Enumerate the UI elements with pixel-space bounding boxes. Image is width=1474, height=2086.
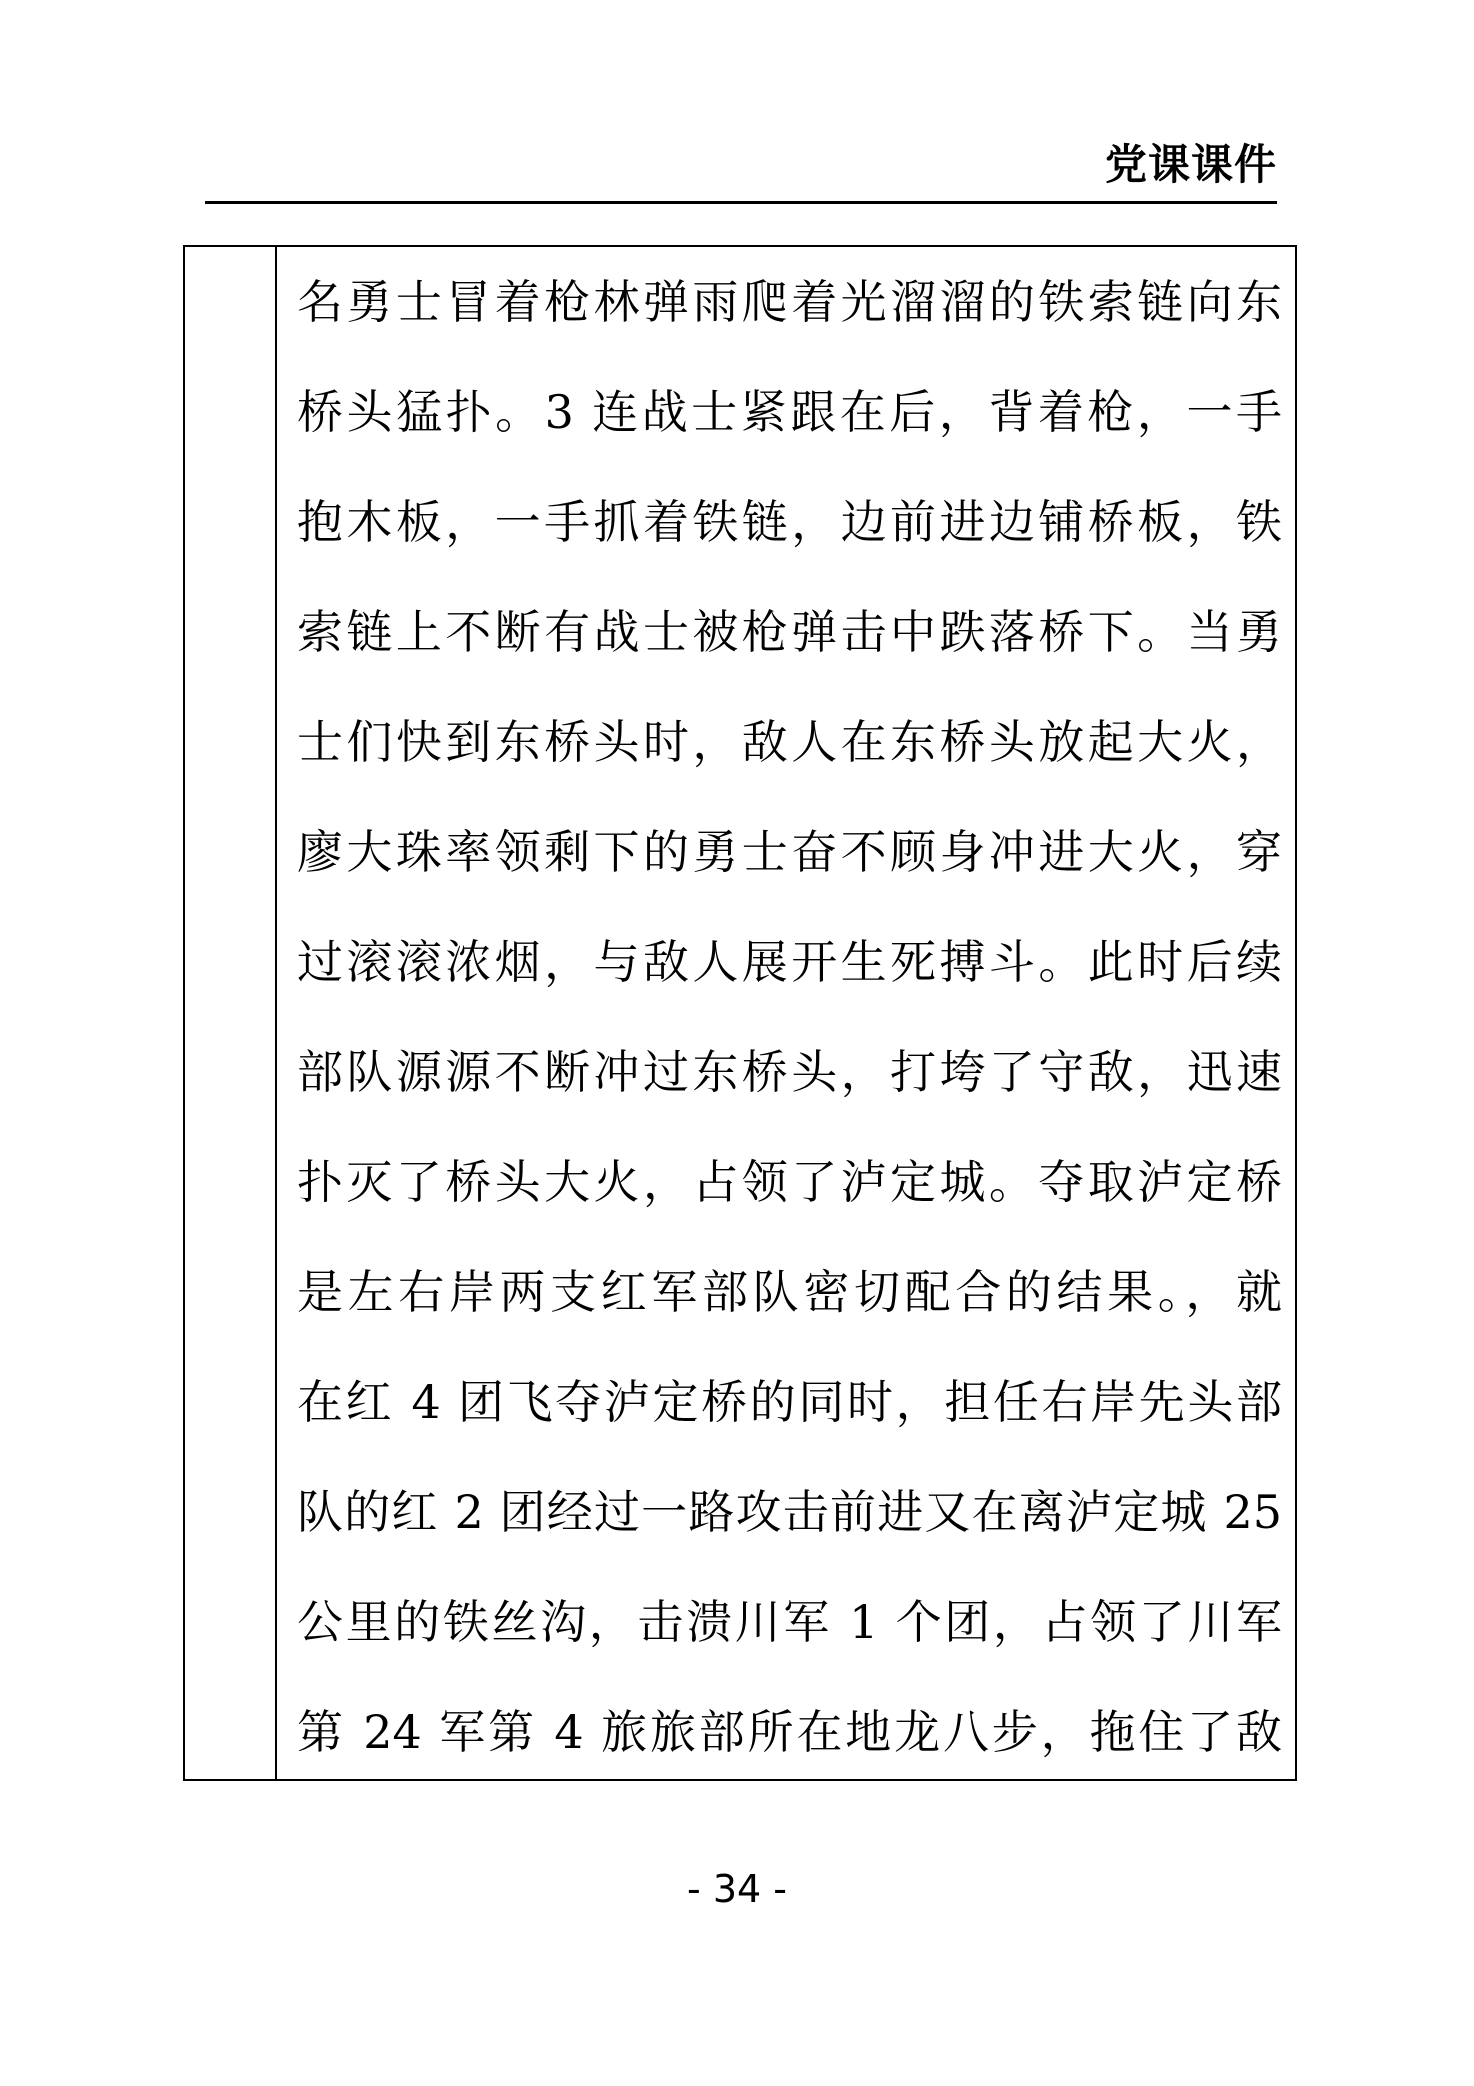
text-line: 索链上不断有战士被枪弹击中跌落桥下。当勇: [297, 605, 1282, 659]
text-line: 过滚滚浓烟，与敌人展开生死搏斗。此时后续: [297, 935, 1282, 989]
text-line: 廖大珠率领剩下的勇士奋不顾身冲进大火，穿: [297, 825, 1282, 879]
header-title: 党课课件: [1104, 140, 1277, 189]
text-line: 是左右岸两支红军部队密切配合的结果。，就: [297, 1265, 1282, 1319]
page-number: - 34 -: [687, 1867, 787, 1911]
table-left-column: [185, 247, 277, 1779]
header-divider: [205, 201, 1277, 204]
text-line: 士们快到东桥头时，敌人在东桥头放起大火，: [297, 715, 1282, 769]
text-line: 在红 4 团飞夺泸定桥的同时，担任右岸先头部: [297, 1375, 1282, 1429]
table-content-cell: [297, 247, 1282, 1787]
text-line: 部队源源不断冲过东桥头，打垮了守敌，迅速: [297, 1045, 1282, 1099]
text-line: 队的红 2 团经过一路攻击前进又在离泸定城 25: [297, 1485, 1282, 1539]
text-line: 桥头猛扑。3 连战士紧跟在后，背着枪，一手: [297, 385, 1282, 439]
text-line: 扑灭了桥头大火，占领了泸定城。夺取泸定桥: [297, 1155, 1282, 1209]
text-line: 公里的铁丝沟，击溃川军 1 个团，占领了川军: [297, 1595, 1282, 1649]
text-line: 抱木板，一手抓着铁链，边前进边铺桥板，铁: [297, 495, 1282, 549]
text-line: 名勇士冒着枪林弹雨爬着光溜溜的铁索链向东: [297, 275, 1282, 329]
text-line: 第 24 军第 4 旅旅部所在地龙八步，拖住了敌: [297, 1705, 1282, 1759]
content-table: [183, 245, 1297, 1781]
